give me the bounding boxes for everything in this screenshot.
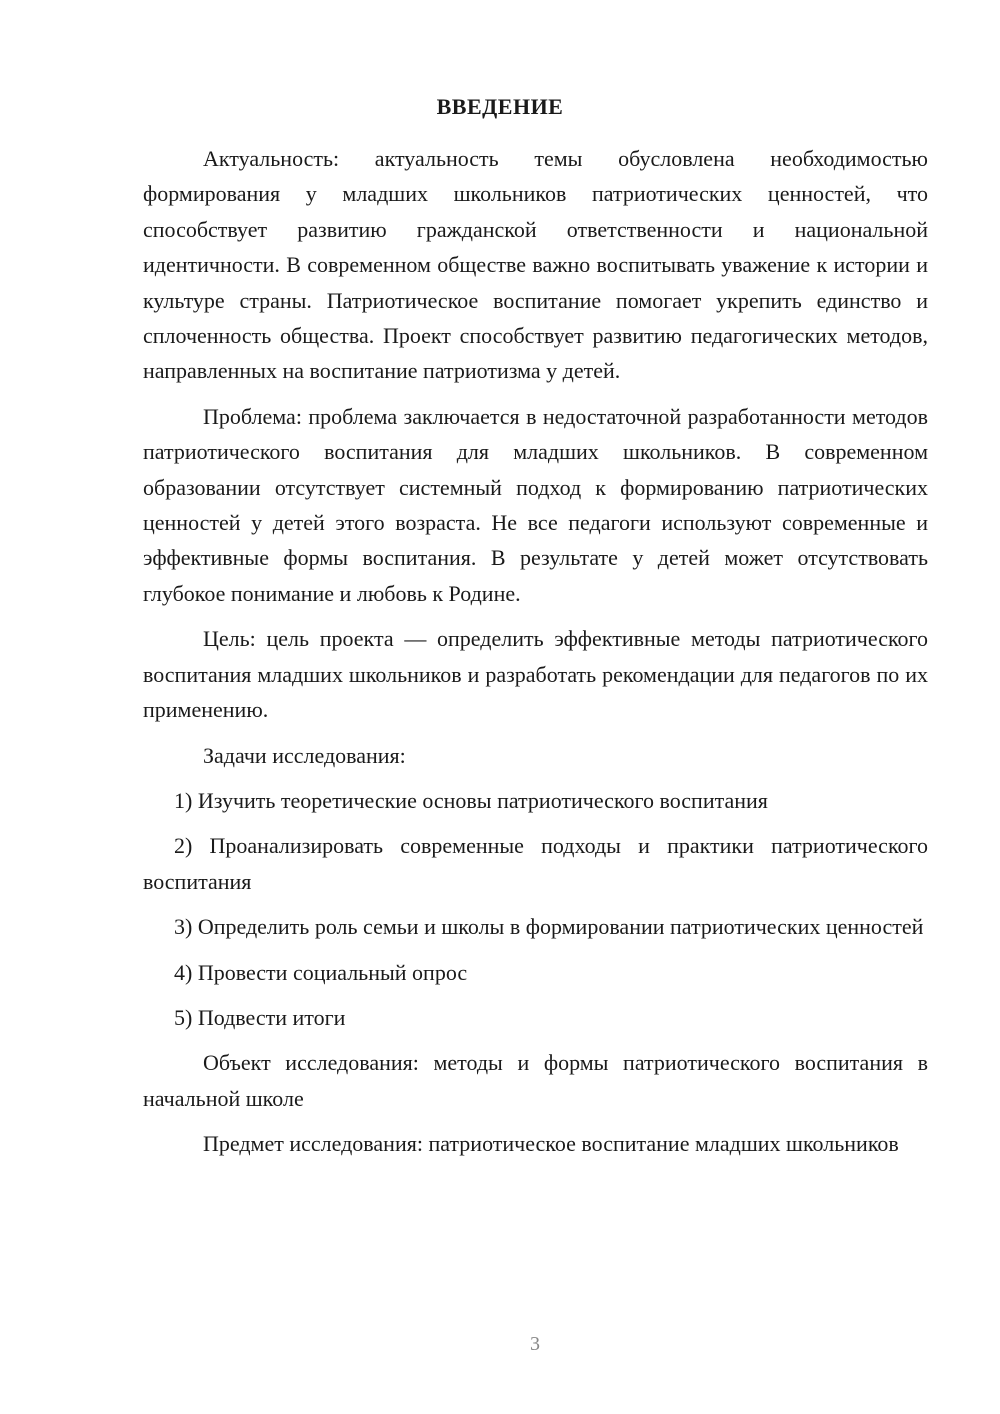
task-item-1: 1) Изучить теоретические основы патриотического воспитания: [174, 787, 768, 813]
page-number: 3: [530, 1333, 540, 1355]
task-item-4: 4) Провести социальный опрос: [174, 959, 468, 985]
task-item-5: 5) Подвести итоги: [174, 1004, 346, 1030]
paragraph-object: Объект исследования: методы и формы патриотического воспитания в начальной школе: [143, 1050, 928, 1111]
task-item-2: 2) Проанализировать современные подходы и практики патриотического воспитания: [143, 833, 928, 894]
page-title: ВВЕДЕНИЕ: [436, 94, 564, 119]
paragraph-problem: Проблема: проблема заключается в недостаточной разработанности методов патриотического воспитания для младших школьников. В современном образовании отсутствует системный подход к формированию патриотических ценностей у детей этого возраста. Не все педагоги используют современные и эффективные формы воспитания. В результате у детей может отсутствовать глубокое понимание и любовь к Родине.: [143, 403, 928, 606]
document-body: [143, 141, 928, 1162]
paragraph-subject: Предмет исследования: патриотическое воспитание младших школьников: [203, 1131, 899, 1157]
tasks-heading: Задачи исследования:: [203, 742, 406, 768]
paragraph-relevance: Актуальность: актуальность темы обусловлена необходимостью формирования у младших школьников патриотических ценностей, что способствует развитию гражданской ответственности и национальной идентичности. В современном обществе важно воспитывать уважение к истории и культуре страны. Патриотическое воспитание помогает укрепить единство и сплоченность общества. Проект способствует развитию педагогических методов, направленных на воспитание патриотизма у детей.: [143, 146, 928, 384]
paragraph-goal: Цель: цель проекта — определить эффективные методы патриотического воспитания младших школьников и разработать рекомендации для педагогов по их применению.: [143, 626, 928, 723]
task-item-3: 3) Определить роль семьи и школы в формировании патриотических ценностей: [174, 914, 924, 940]
